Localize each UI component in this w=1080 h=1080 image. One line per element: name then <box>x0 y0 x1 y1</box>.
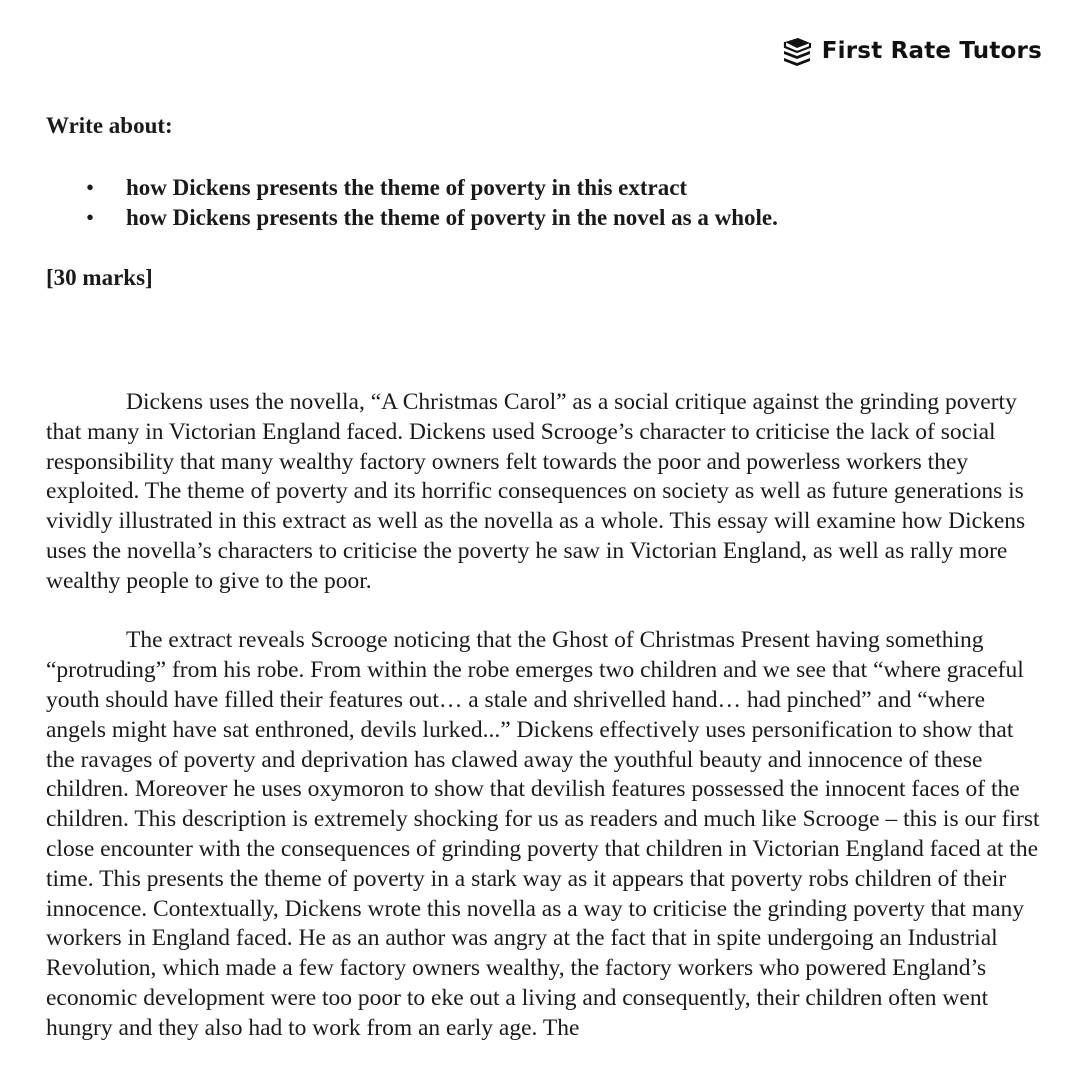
essay-paragraph: Dickens uses the novella, “A Christmas Carol” as a social critique against the grinding poverty that many in Victorian England faced. Dickens used Scrooge’s character to criticise the lack of social responsibility that many wealthy factory owners felt towards the poor and powerless workers they exploited. The theme of poverty and its horrific consequences on society as well as future generations is vividly illustrated in this extract as well as the novella as a whole. This essay will examine how Dickens uses the novella’s characters to criticise the poverty he saw in Victorian England, as well as rally more wealthy people to give to the poor. <box>46 389 1026 594</box>
question-bullet-list <box>46 173 778 233</box>
brand-logo <box>780 34 1042 68</box>
essay-body <box>46 388 1046 1073</box>
marks-label: [30 marks] <box>46 265 153 290</box>
question-bullet-item: • how Dickens presents the theme of poverty in the novel as a whole. <box>46 203 778 233</box>
question-heading: Write about: <box>46 113 173 138</box>
books-icon <box>780 34 814 68</box>
brand-name: First Rate Tutors <box>821 38 1042 64</box>
essay-paragraph: The extract reveals Scrooge noticing that the Ghost of Christmas Present having something “protruding” from his robe. From within the robe emerges two children and we see that “where graceful youth should have filled their features out… a stale and shrivelled hand… had pinched” and “where angels might have sat enthroned, devils lurked...” Dickens effectively uses personification to show that the ravages of poverty and deprivation has clawed away the youthful beauty and innocence of these children. Moreover he uses oxymoron to show that devilish features possessed the innocent faces of the children. This description is extremely shocking for us as readers and much like Scrooge – this is our first close encounter with the consequences of grinding poverty that children in Victorian England faced at the time. This presents the theme of poverty in a stark way as it appears that poverty robs children of their innocence. Contextually, Dickens wrote this novella as a way to criticise the grinding poverty that many workers in England faced. He as an author was angry at the fact that in spite undergoing an Industrial Revolution, which made a few factory owners wealthy, the factory workers who powered England’s economic development were too poor to eke out a living and consequently, their children often went hungry and they also had to work from an early age. The <box>46 627 1040 1041</box>
question-bullet-item: • how Dickens presents the theme of poverty in this extract <box>46 173 778 203</box>
